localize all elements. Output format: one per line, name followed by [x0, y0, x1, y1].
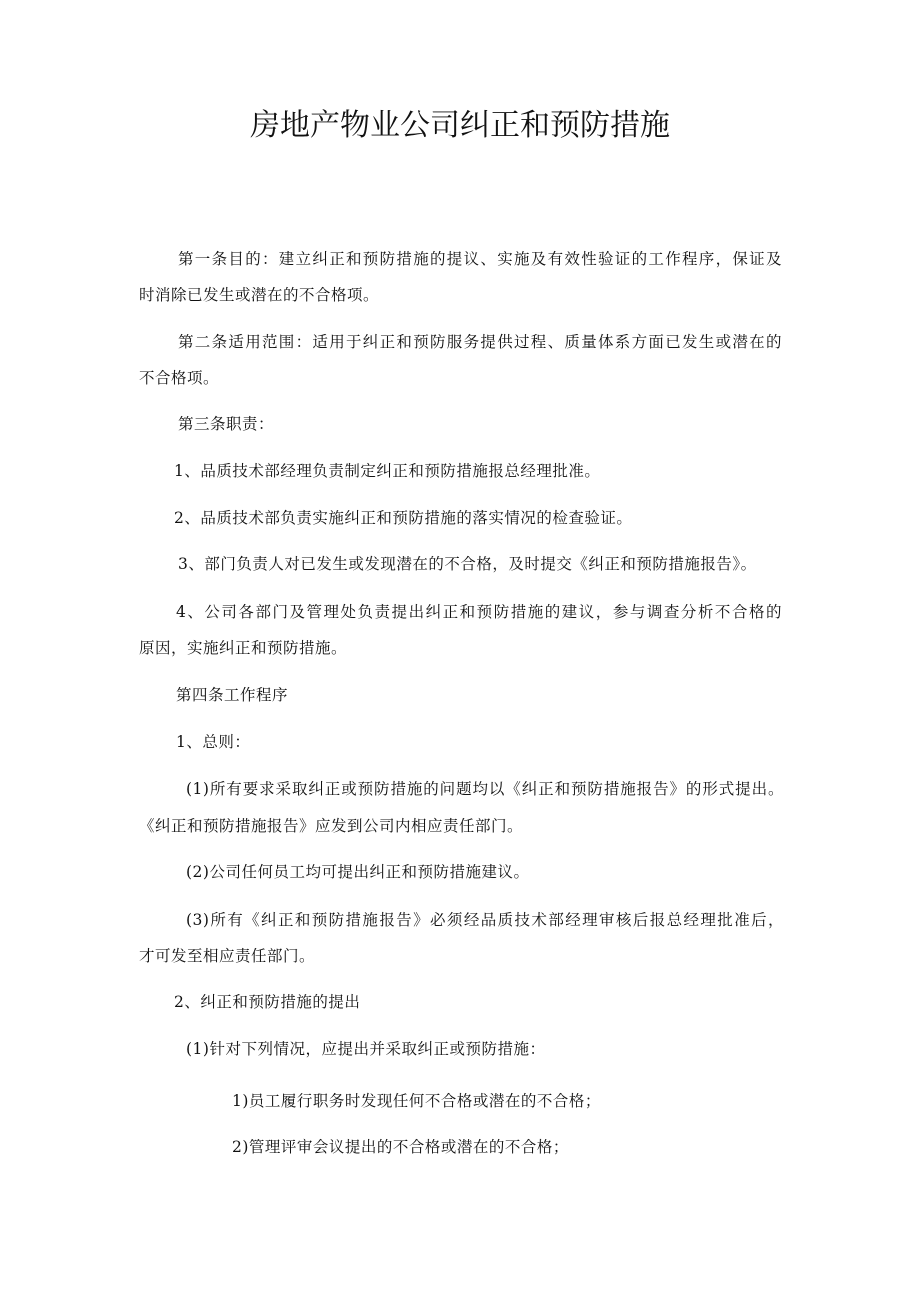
- proposal-subitem-2: 2)管理评审会议提出的不合格或潜在的不合格；: [232, 1138, 569, 1156]
- article-2-line-2: 不合格项。: [139, 369, 220, 387]
- general-item-3-line-1: (3)所有《纠正和预防措施报告》必须经品质技术部经理审核后报总经理批准后，: [186, 911, 784, 929]
- general-heading: 1、总则：: [176, 733, 251, 751]
- proposal-heading: 2、纠正和预防措施的提出: [174, 993, 361, 1011]
- general-item-1-line-2: 《纠正和预防措施报告》应发到公司内相应责任部门。: [139, 817, 524, 835]
- general-item-1-line-1: (1)所有要求采取纠正或预防措施的问题均以《纠正和预防措施报告》的形式提出。: [186, 780, 784, 798]
- article-1-line-2: 时消除已发生或潜在的不合格项。: [139, 286, 380, 304]
- general-item-2: (2)公司任何员工均可提出纠正和预防措施建议。: [186, 863, 530, 881]
- duty-item-4-line-1: 4、公司各部门及管理处负责提出纠正和预防措施的建议，参与调查分析不合格的: [176, 603, 782, 621]
- article-1-line-1: 第一条目的：建立纠正和预防措施的提议、实施及有效性验证的工作程序，保证及: [178, 250, 782, 268]
- article-4-heading: 第四条工作程序: [176, 686, 289, 704]
- proposal-item-1: (1)针对下列情况，应提出并采取纠正或预防措施：: [186, 1040, 546, 1058]
- duty-item-2: 2、品质技术部负责实施纠正和预防措施的落实情况的检查验证。: [174, 509, 633, 527]
- duty-item-4-line-2: 原因，实施纠正和预防措施。: [139, 639, 348, 657]
- article-3-heading: 第三条职责：: [178, 415, 275, 433]
- document-title: 房地产物业公司纠正和预防措施: [250, 108, 670, 143]
- general-item-3-line-2: 才可发至相应责任部门。: [139, 947, 316, 965]
- article-2-line-1: 第二条适用范围：适用于纠正和预防服务提供过程、质量体系方面已发生或潜在的: [178, 333, 782, 351]
- proposal-subitem-1: 1)员工履行职务时发现任何不合格或潜在的不合格；: [232, 1092, 601, 1110]
- duty-item-1: 1、品质技术部经理负责制定纠正和预防措施报总经理批准。: [174, 462, 601, 480]
- duty-item-3: 3、部门负责人对已发生或发现潜在的不合格，及时提交《纠正和预防措施报告》。: [178, 555, 757, 573]
